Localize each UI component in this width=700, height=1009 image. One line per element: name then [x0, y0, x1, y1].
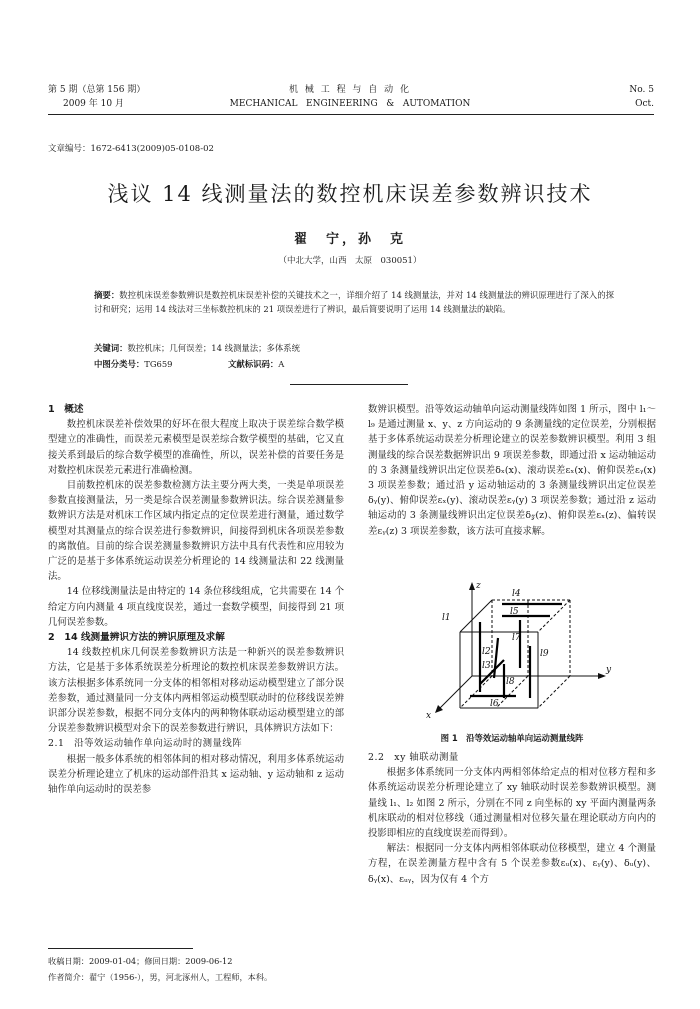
figure-1-caption: 图 1 沿等效运动轴单向运动测量线阵: [440, 733, 584, 743]
abstract-separator: [290, 384, 408, 385]
label-l8: l8: [506, 677, 515, 687]
right-column-top: [368, 402, 656, 539]
keywords: [94, 341, 300, 355]
footnote-author-bio: 作者简介：翟宁（1956-），男，河北涿州人，工程师，本科。: [48, 972, 273, 982]
label-x: x: [426, 711, 432, 721]
header-journal-en: MECHANICAL ENGINEERING & AUTOMATION: [229, 99, 471, 109]
classification-label: 中图分类号：: [94, 359, 145, 369]
label-z: z: [476, 581, 481, 591]
left-column: [48, 402, 344, 797]
paragraph: 数控机床误差补偿效果的好坏在很大程度上取决于误差综合数学模型建立的准确性，而误差元素模型是误差综合数学模型的基础，它又直接关系到最后的综合数学模型的准确性，所以，误差补偿的首要任务是对数控机床误差元素进行准确检测。: [48, 419, 344, 476]
document-code-label: 文献标识码：: [228, 359, 279, 369]
section-2-2-heading: 2.2 xy 轴联动测量: [368, 752, 459, 763]
paragraph: 14 线数控机床几何误差参数辨识方法是一种新兴的误差参数辨识方法，它是基于多体系统误差分析理论的数控机床误差参数辨识方法。该方法根据多体系统同一分支体的相邻相对移动运动模型建立了部分误差参数，通过测量同一分支体内两相邻运动模型联动时的位移线误差辨识部分误差参数，根据不同分支体内的两种物体联动运动模型建立的部分误差参数辨识模型对余下的误差参数进行辨识，具体辨识方法如下：: [48, 647, 344, 735]
label-l5: l5: [510, 607, 519, 617]
label-l3: l3: [482, 661, 491, 671]
author-affiliation: （中北大学，山西 太原 030051）: [278, 256, 422, 266]
section-1-heading: 1 概述: [48, 404, 84, 415]
section-2-1-heading: 2.1 沿等效运动轴作单向运动时的测量线阵: [48, 738, 243, 750]
label-y: y: [606, 665, 612, 675]
paper-title: 浅议 14 线测量法的数控机床误差参数辨识技术: [107, 182, 593, 206]
paragraph: 数辨识模型。沿等效运动轴单向运动测量线阵如图 1 所示，图中 l₁～l₉ 是通过测量 x、y、z 方向运动的 9 条测量线的定位误差，分别根据基于多体系统运动误差分析理论建立的误差参数辨识模型。利用 3 组测量线的综合误差数据辨识出 9 项误差参数，即通过沿 x 运动轴运动的 3 条测量线辨识出定位误差δₓ(x)、滚动误差εₓ(x)、俯仰误差εᵧ(x) 3 项误差参数；通过沿 y 运动轴运动的 3 条测量线辨识出定位误差δᵧ(y)、俯仰误差εₓ(y)、滚动误差εᵧ(y) 3 项误差参数；通过沿 z 运动轴运动的 3 条测量线辨识出定位误差δ𝓏(z)、俯仰误差εₓ(z)、偏转误差εᵧ(z) 3 项误差参数，该方法可直接求解。: [368, 404, 656, 537]
footnote-rule: [48, 948, 193, 949]
header-date: 2009 年 10 月: [63, 99, 124, 109]
label-l1: l1: [442, 613, 451, 623]
classification-value: TG659: [144, 359, 173, 369]
author-names: 翟 宁，孙 克: [293, 232, 406, 247]
label-l4: l4: [512, 589, 521, 599]
classification: [94, 357, 173, 371]
x-axis: [438, 676, 472, 710]
label-l6: l6: [490, 699, 499, 709]
header-month: Oct.: [635, 99, 654, 109]
header-rule: [48, 114, 654, 115]
abstract-label: 摘要：: [94, 290, 120, 300]
label-l7: l7: [512, 633, 521, 643]
header-journal-cn: 机 械 工 程 与 自 动 化: [288, 85, 412, 95]
article-number: 文章编号：1672-6413(2009)05-0108-02: [48, 144, 214, 154]
paragraph: 目前数控机床的误差参数检测方法主要分两大类，一类是单项误差参数直接测量法，另一类是综合误差测量参数辨识法。综合误差测量参数辨识方法是对机床工作区域内指定点的定位误差进行测量，通过数学模型对其测量点的综合误差进行参数辨识，间接得到机床各项误差参数的离散值。目前的综合误差测量参数辨识方法中具有代表性和应用较为广泛的是基于多体系统运动误差分析理论的 14 线测量法和 22 线测量法。: [48, 480, 344, 583]
header-issue: 第 5 期（总第 156 期）: [48, 85, 146, 95]
paragraph: 根据一般多体系统的相邻体间的相对移动情况，利用多体系统运动误差分析理论建立了机床的运动部件沿其 x 运动轴、y 运动轴和 z 运动轴作单向运动时的误差参: [48, 753, 344, 796]
footnote-received: 收稿日期：2009-01-04；修回日期：2009-06-12: [48, 956, 233, 966]
document-code-value: A: [278, 359, 285, 369]
abstract: [94, 288, 614, 316]
paragraph: 14 位移线测量法是由特定的 14 条位移线组成，它共需要在 14 个给定方向内测量 4 项直线度误差，通过一套数学模型，间接得到 21 项几何误差参数。: [48, 586, 344, 628]
abstract-text: 数控机床误差参数辨识是数控机床误差补偿的关键技术之一，详细介绍了 14 线测量法，并对 14 线测量法的辨识原理进行了深入的探讨和研究；运用 14 线法对三坐标数控机床的 21 项误差进行了辨识，最后简要说明了运用 14 线测量法的缺陷。: [94, 290, 615, 314]
keywords-text: 数控机床；几何误差；14 线测量法；多体系统: [127, 343, 300, 353]
paragraph: 解法：根据同一分支体内两相邻体联动位移模型，建立 4 个测量方程，在误差测量方程中含有 5 个误差参数εᵤ(x)、εᵧ(y)、δᵤ(y)、δᵧ(x)、εᵤᵧ，因为仅有 4 个方: [368, 843, 656, 885]
line-l2: [494, 638, 498, 678]
keywords-label: 关键词：: [94, 343, 128, 353]
header-number: No. 5: [629, 85, 654, 95]
section-2-heading: 2 14 线测量辨识方法的辨识原理及求解: [48, 632, 225, 644]
right-column-bottom: [368, 750, 656, 887]
label-l2: l2: [482, 647, 491, 657]
figure-1-diagram: [420, 580, 620, 725]
paragraph: 根据多体系统同一分支体内两相邻体给定点的相对位移方程和多体系统运动误差分析理论建立了 xy 轴联动时误差参数辨识模型。测量线 l₁、l₂ 如图 2 所示，分别在不同 z 向坐标的 xy 平面内测量两条机床联动的相对位移线（通过测量相对位移矢量在理论联动方向内的投影即相应的直线度误差而得到）。: [368, 767, 656, 840]
document-code: [228, 357, 284, 371]
label-l9: l9: [540, 649, 549, 659]
